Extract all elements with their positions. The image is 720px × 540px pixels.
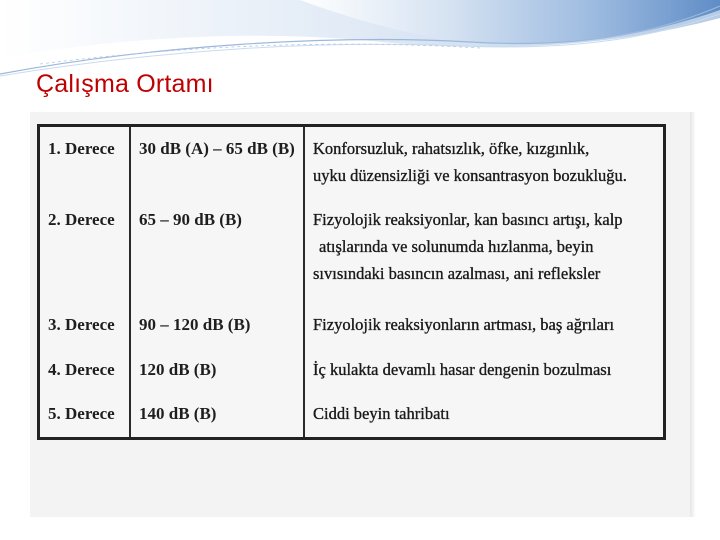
table-cell-effect <box>313 135 627 189</box>
image-edge-shadow <box>690 112 696 517</box>
table-cell-level: 3. Derece <box>48 315 115 334</box>
column-divider <box>303 127 305 437</box>
effect-line: Fizyolojik reaksiyonların artması, baş ağrıları <box>313 315 615 334</box>
table-cell-level: 4. Derece <box>48 360 115 379</box>
header-wave-decoration <box>0 0 720 80</box>
table-cell-db: 30 dB (A) – 65 dB (B) <box>139 139 295 158</box>
effect-line: Fizyolojik reaksiyonlar, kan basıncı artışı, kalp <box>313 210 623 229</box>
slide-title: Çalışma Ortamı <box>36 70 214 98</box>
table-cell-effect <box>313 206 623 287</box>
table-cell-db: 90 – 120 dB (B) <box>139 315 251 334</box>
table-cell-db: 140 dB (B) <box>139 404 217 423</box>
effect-line: sıvısındaki basıncın azalması, ani refleksler <box>313 264 601 283</box>
effect-line: atışlarında ve solunumda hızlanma, beyin <box>319 237 594 256</box>
effect-line: Konforsuzluk, rahatsızlık, öfke, kızgınlık, <box>313 139 590 158</box>
table-cell-level: 1. Derece <box>48 139 115 158</box>
effect-line: uyku düzensizliği ve konsantrasyon bozukluğu. <box>313 166 627 185</box>
table-cell-db: 65 – 90 dB (B) <box>139 210 242 229</box>
table-cell-level: 2. Derece <box>48 210 115 229</box>
column-divider <box>129 127 131 437</box>
table-cell-effect <box>313 356 611 383</box>
table-cell-effect <box>313 311 614 338</box>
table-cell-effect <box>313 400 450 427</box>
effect-line: Ciddi beyin tahribatı <box>313 404 450 423</box>
table-cell-db: 120 dB (B) <box>139 360 217 379</box>
noise-level-table <box>37 124 666 440</box>
effect-line: İç kulakta devamlı hasar dengenin bozulması <box>313 360 612 379</box>
table-cell-level: 5. Derece <box>48 404 115 423</box>
